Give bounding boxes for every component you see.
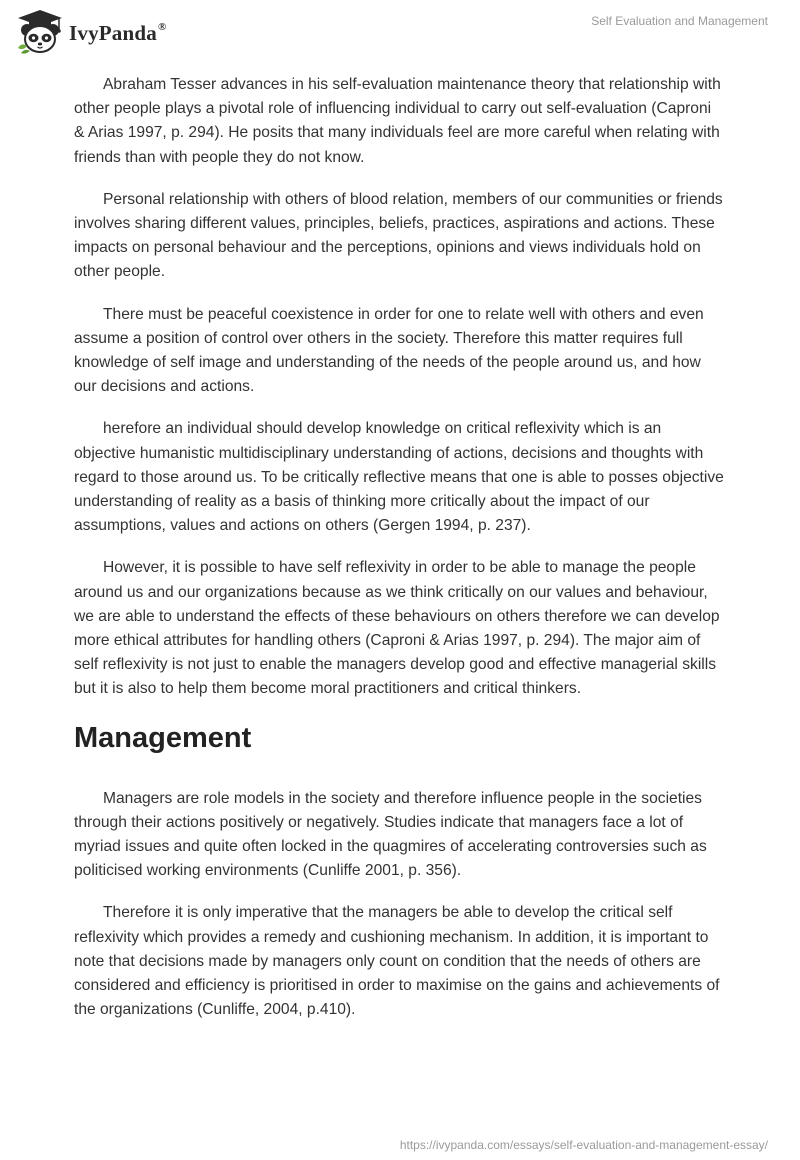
page-header [0, 0, 800, 60]
source-url[interactable]: https://ivypanda.com/essays/self-evaluation-and-management-essay/ [399, 1138, 768, 1152]
paragraph: However, it is possible to have self reflexivity in order to be able to manage the people around us and our organizations because as we think critically on our values and behaviour, we are able to understand the effects of these behaviours on others therefore we can develop more ethical attributes for handling others (Caproni & Arias 1997, p. 294). The major aim of self reflexivity is not just to enable the managers develop good and effective managerial skills but it is also to help them become moral practitioners and critical thinkers. [74, 559, 720, 698]
registered-mark: ® [157, 20, 167, 33]
brand-text: IvyPanda [69, 20, 157, 45]
essay-content [74, 73, 724, 1041]
brand-name [69, 21, 166, 46]
ivypanda-logo[interactable] [15, 8, 166, 54]
paragraph: Managers are role models in the society and therefore influence people in the societies through their actions positively or negatively. Studies indicate that managers face a lot of myriad issues and quite often locked in the quagmires of accelerating controversies such as politicised working environments (Cunliffe 2001, p. 356). [74, 789, 707, 880]
paragraph: Therefore it is only imperative that the managers be able to develop the critical self reflexivity which provides a remedy and cushioning mechanism. In addition, it is important to note that decisions made by managers only count on condition that the needs of others are considered and efficiency is prioritised in order to maximise on the gains and achievements of the organizations (Cunliffe, 2004, p.410). [74, 904, 720, 1019]
section-heading-management: Management [74, 721, 252, 754]
paragraph: There must be peaceful coexistence in order for one to relate well with others and even assume a position of control over others in the society. Therefore this matter requires full knowledge of self image and understanding of the needs of the people around us, and how our decisions and actions. [74, 305, 704, 396]
paragraph: Abraham Tesser advances in his self-evaluation maintenance theory that relationship with other people plays a pivotal role of influencing individual to carry out self-evaluation (Caproni & Arias 1997, p. 294). He posits that many individuals feel are more careful when relating with friends than with people they do not know. [74, 76, 721, 166]
paragraph: Personal relationship with others of blood relation, members of our communities or friends involves sharing different values, principles, beliefs, practices, aspirations and actions. These impacts on personal behaviour and the perceptions, opinions and views individuals hold on other people. [74, 190, 723, 281]
paragraph: herefore an individual should develop knowledge on critical reflexivity which is an objective humanistic multidisciplinary understanding of actions, decisions and thoughts with regard to those around us. To be critically reflective means that one is able to posses objective understanding of reality as a basis of thinking more critically about the impact of our assumptions, values and actions on others (Gergen 1994, p. 237). [74, 420, 724, 535]
document-title: Self Evaluation and Management [591, 14, 768, 28]
panda-graduation-cap-icon [15, 8, 65, 54]
